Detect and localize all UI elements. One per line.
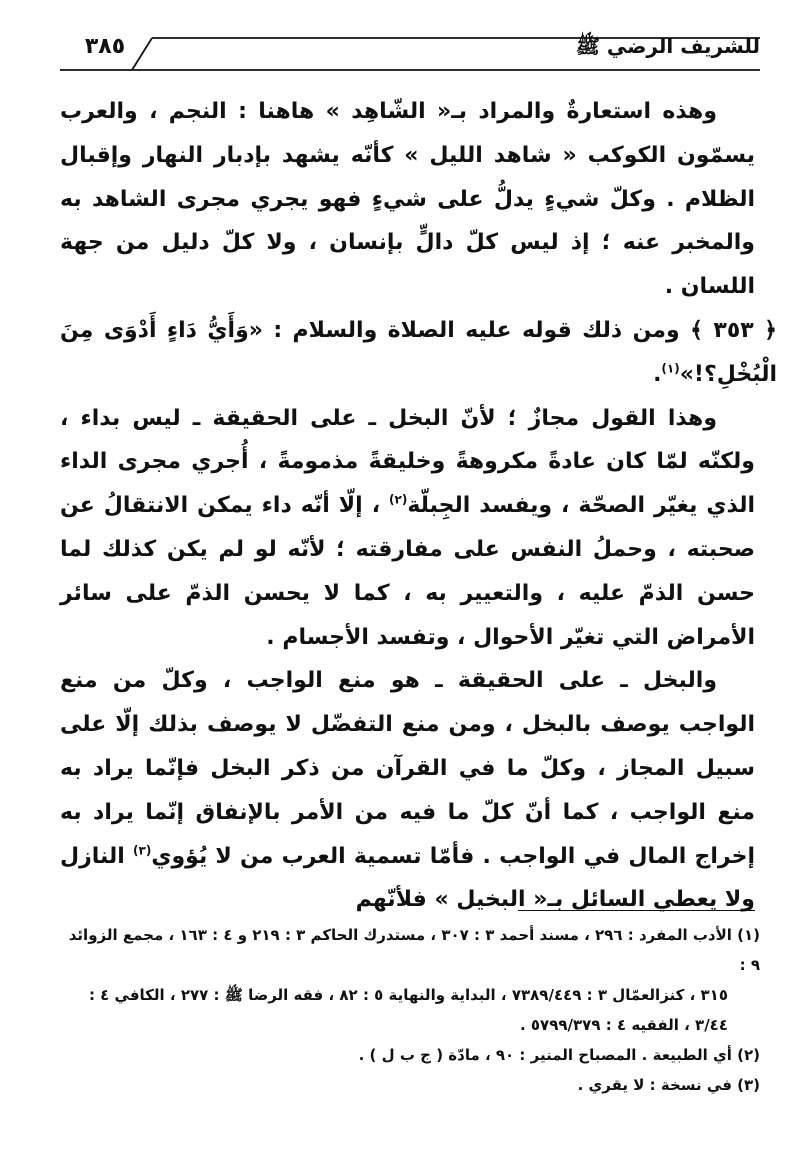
running-title: للشريف الرضي ﷺ — [575, 34, 760, 58]
period: . — [653, 361, 662, 387]
footnote-3: (٣) في نسخة : لا يقري . — [577, 1076, 760, 1094]
paragraph-2 — [60, 309, 777, 397]
footnote-ref-1: (١) — [661, 361, 680, 376]
paragraph-3 — [60, 397, 755, 660]
paragraph-3-part-a: وهذا القول مجازٌ ؛ لأنّ البخل ـ على الحقيقة ـ ليس بداء ، ولكنّه لمّا كان عادةً مكروهةً وخليقةً مذمومةً ، أُجري مجرى الداء الذي يغيّر الصحّة ، ويفسد الجِبلّة — [60, 405, 755, 519]
footnote-1-line-3: ٣/٤٤ ، الفقيه ٤ : ٥٧٩٩/٣٧٩ . — [519, 1016, 728, 1034]
paragraph-4-part-b: النازل ولا يعطي السائل بـ« البخيل » فلأنّهم — [60, 843, 755, 913]
page-header — [60, 20, 760, 90]
footnote-1-line-2: ٣١٥ ، كنزالعمّال ٣ : ٧٣٨٩/٤٤٩ ، البداية والنهاية ٥ : ٨٢ ، فقه الرضا ﷺ : ٢٧٧ ، الكافي ٤ : — [88, 986, 728, 1004]
paragraph-1: وهذه استعارةٌ والمراد بـ« الشّاهِد » هاهنا : النجم ، والعرب يسمّون الكوكب « شاهد الليل » كأنّه يشهد بإدبار النهار وإقبال الظلام . وكلّ شيءٍ يدلُّ على شيءٍ فهو يجري مجرى الشاهد به والمخبر عنه ؛ إذ ليس كلّ دالٍّ بإنسان ، ولا كلّ دليل من جهة اللسان . — [60, 99, 755, 300]
hadith-text: ومن ذلك قوله عليه الصلاة والسلام : «وَأَيُّ دَاءٍ أَدْوَى مِنَ الْبُخْلِ؟!» — [60, 317, 777, 387]
footnote-ref-3: (٣) — [133, 843, 152, 858]
main-text — [60, 90, 777, 922]
page-number: ٣٨٥ — [84, 34, 126, 59]
paragraph-4 — [60, 659, 755, 922]
footnote-1-line-1: (١) الأدب المفرد : ٢٩٦ ، مسند أحمد ٣ : ٣٠٧ ، مستدرك الحاكم ٣ : ٢١٩ و ٤ : ١٦٣ ، مجمع الزوائد ٩ : — [68, 926, 760, 974]
paragraph-3-part-b: ، إلّا أنّه داء يمكن الانتقالُ عن صحبته ، وحملُ النفس على مفارقته ؛ لأنّه لو لم يكن كذلك لما حسن الذمّ عليه ، والتعيير به ، كما لا يحسن الذمّ على سائر الأمراض التي تغيّر الأحوال ، وتفسد الأجسام . — [60, 493, 755, 650]
footnote-ref-2: (٢) — [389, 492, 408, 507]
footnotes — [60, 920, 760, 1100]
paragraph-4-part-a: والبخل ـ على الحقيقة ـ هو منع الواجب ، وكلّ من منع الواجب يوصف بالبخل ، ومن منع التفضّل لا يوصف بذلك إلّا على سبيل المجاز ، وكلّ ما في القرآن من ذكر البخل فإنّما يراد به منع الواجب ، كما أنّ كلّ ما فيه من الأمر بالإنفاق إنّما يراد به إخراج المال في الواجب . فأمّا تسمية العرب من لا يُؤوي — [60, 668, 755, 869]
footnote-2: (٢) أي الطبيعة . المصباح المنير : ٩٠ ، مادّة ( ج ب ل ) . — [358, 1046, 760, 1064]
footnote-separator — [518, 910, 755, 911]
hadith-number: ﴿ ٣٥٣ ﴾ — [690, 317, 777, 343]
